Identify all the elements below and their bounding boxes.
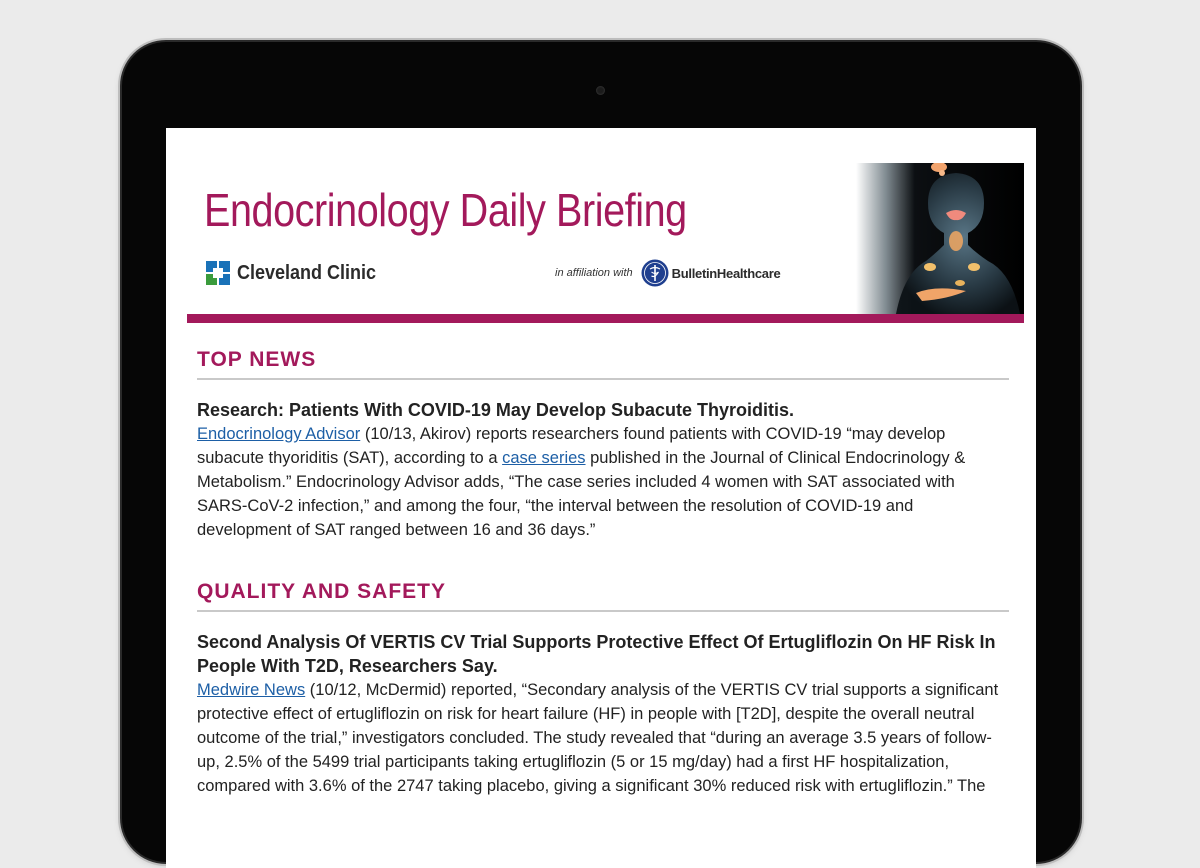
story-body xyxy=(197,678,1009,798)
cleveland-clinic-logo-icon xyxy=(206,261,230,285)
story-text: published in the Journal of Clinical Endocrinology & Metabolism.” Endocrinology Advisor adds, “The case series included 4 women with SAT associated with SARS-CoV-2 infection,” and among the four, “the interval between the resolution of COVID-19 and development of SAT ranged between 16 and 36 days.” xyxy=(197,449,966,539)
source-link[interactable]: Endocrinology Advisor xyxy=(197,425,361,443)
newsletter-screen[interactable] xyxy=(166,128,1036,868)
source-link[interactable]: Medwire News xyxy=(197,681,306,699)
newsletter-content xyxy=(197,348,1009,798)
cleveland-clinic-logo xyxy=(206,261,392,285)
story-text: (10/12, McDermid) reported, “Secondary analysis of the VERTIS CV trial supports a significant protective effect of ertugliflozin on risk for heart failure (HF) in people with [T2D], despite the overall neutral outcome of the trial,” investigators concluded. The study revealed that “during an average 3.5 years of follow-up, 2.5% of the 5499 trial participants taking ertugliflozin (5 or 15 mg/day) had a first HF hospitalization, compared with 3.6% of the 2747 taking placebo, giving a significant 30% reduced risk with ertugliflozin.” The xyxy=(197,681,999,795)
affiliation-text: in affiliation with xyxy=(555,267,633,279)
human-endocrine-system-illustration xyxy=(856,163,1024,314)
story-title: Second Analysis Of VERTIS CV Trial Supports Protective Effect Of Ertugliflozin On HF Risk In People With T2D, Researchers Say. xyxy=(197,632,996,676)
tablet-device xyxy=(122,42,1080,862)
camera-icon xyxy=(596,86,605,95)
bulletin-healthcare-seal-icon xyxy=(641,259,669,287)
partner-name: BulletinHealthcare xyxy=(671,265,781,281)
affiliation xyxy=(555,259,780,287)
story-title: Research: Patients With COVID-19 May Develop Subacute Thyroiditis. xyxy=(197,400,794,420)
masthead xyxy=(187,163,1024,323)
header-divider xyxy=(187,314,1024,323)
page-title: Endocrinology Daily Briefing xyxy=(204,184,687,236)
story-body xyxy=(197,422,1009,542)
section-heading: QUALITY AND SAFETY xyxy=(197,580,1009,612)
story-text: (10/13, Akirov) reports researchers found patients with COVID-19 “may develop subacute thyoriditis (SAT), according to a xyxy=(197,425,946,467)
case-series-link[interactable]: case series xyxy=(502,449,586,467)
section-heading: TOP NEWS xyxy=(197,348,1009,380)
org-name: Cleveland Clinic xyxy=(237,261,377,284)
